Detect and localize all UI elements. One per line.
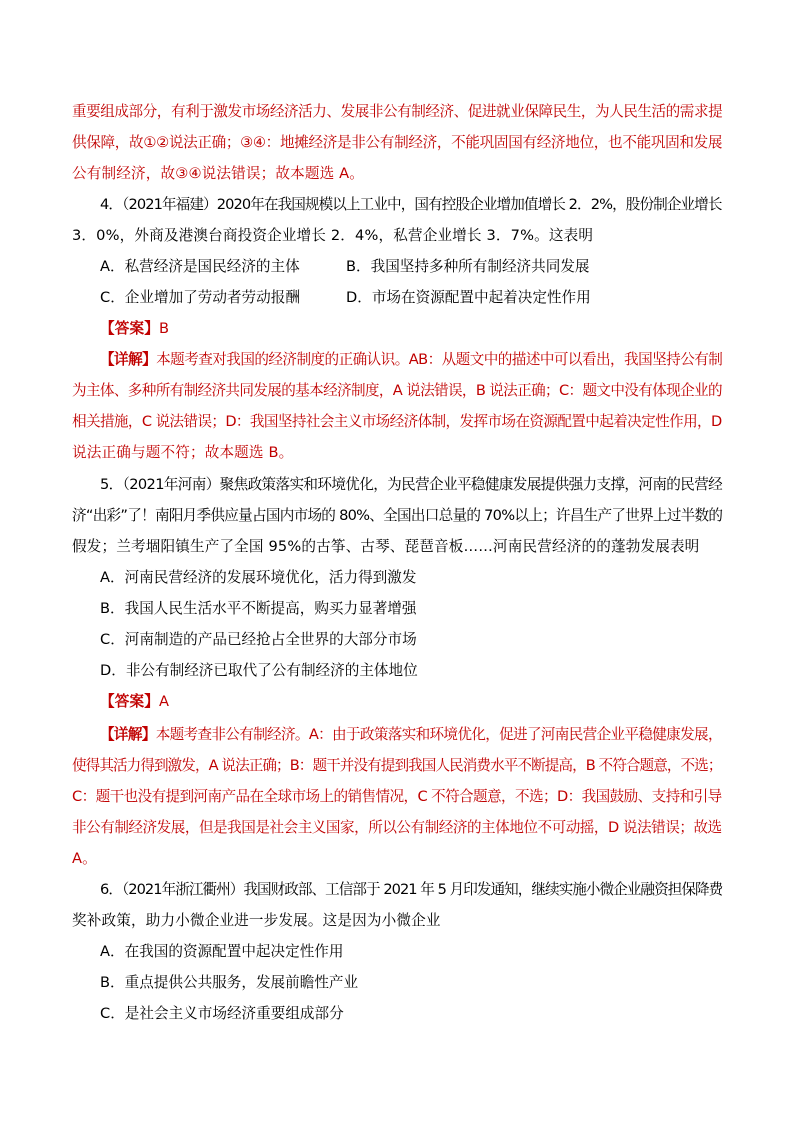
explanation-line: 公有制经济，故③④说法错误；故本题选 A。	[72, 165, 365, 182]
question-5-option-a: A．河南民营经济的发展环境优化，活力得到激发	[100, 569, 417, 586]
explanation-line: 供保障，故①②说法正确；③④：地摊经济是非公有制经济，不能巩固国有经济地位，也不能巩固和发展	[72, 134, 723, 151]
question-5-detail-cont: A。	[72, 850, 97, 867]
question-5-detail-cont: 使得其活力得到激发，A 说法正确；B：题干并没有提到我国人民消费水平不断提高，B 不符合题意，不选；	[72, 757, 722, 774]
detail-tag: 【详解】	[100, 351, 157, 368]
question-4-detail-cont: 相关措施，C 说法错误；D：我国坚持社会主义市场经济体制，发挥市场在资源配置中起着决定性作用，D	[72, 413, 722, 430]
detail-text: 本题考查非公有制经济。A：由于政策落实和环境优化，促进了河南民营企业平稳健康发展，	[155, 726, 722, 743]
question-5-detail-cont: C：题干也没有提到河南产品在全球市场上的销售情况，C 不符合题意，不选；D：我国鼓励、支持和引导	[72, 788, 722, 805]
question-5-stem-cont: 假发；兰考堌阳镇生产了全国 95%的古筝、古琴、琵琶音板……河南民营经济的的蓬勃发展表明	[72, 538, 700, 555]
question-5-stem: 5．（2021年河南）聚焦政策落实和环境优化，为民营企业平稳健康发展提供强力支撑，河南的民营经	[100, 476, 723, 493]
question-5-answer	[100, 691, 169, 713]
answer-value: A	[158, 693, 170, 710]
question-4-stem: 4．（2021年福建）2020年在我国规模以上工业中，国有控股企业增加值增长 2．2%，股份制企业增长	[100, 196, 722, 213]
question-4-detail-cont: 说法正确与题不符；故本题选 B。	[72, 444, 294, 461]
question-6-option-b: B．重点提供公共服务，发展前瞻性产业	[100, 974, 359, 991]
question-4-option-a: A．私营经济是国民经济的主体	[100, 258, 300, 275]
question-4-option-d: D．市场在资源配置中起着决定性作用	[346, 289, 591, 306]
question-4-stem-cont: 3．0%，外商及港澳台商投资企业增长 2．4%，私营企业增长 3．7%。这表明	[72, 227, 594, 244]
question-4-detail	[100, 349, 722, 371]
question-5-detail-cont: 非公有制经济发展，但是我国是社会主义国家，所以公有制经济的主体地位不可动摇，D 说法错误；故选	[72, 819, 722, 836]
question-5-stem-cont: 济“出彩”了！南阳月季供应量占国内市场的 80%、全国出口总量的 70%以上；许昌生产了世界上过半数的	[72, 507, 723, 524]
question-4-detail-cont: 为主体、多种所有制经济共同发展的基本经济制度，A 说法错误，B 说法正确；C：题文中没有体现企业的	[72, 382, 722, 399]
question-6-stem-cont: 奖补政策，助力小微企业进一步发展。这是因为小微企业	[72, 912, 441, 929]
question-6-stem: 6．（2021年浙江衢州）我国财政部、工信部于 2021 年 5 月印发通知，继续实施小微企业融资担保降费	[100, 881, 723, 898]
question-5-option-b: B．我国人民生活水平不断提高，购买力显著增强	[100, 600, 417, 617]
detail-text: 本题考查对我国的经济制度的正确认识。AB：从题文中的描述中可以看出，我国坚持公有制	[156, 351, 723, 368]
question-5-detail	[100, 724, 722, 746]
detail-tag: 【详解】	[100, 726, 156, 743]
question-5-option-d: D．非公有制经济已取代了公有制经济的主体地位	[100, 662, 418, 679]
answer-tag: 【答案】	[100, 693, 159, 710]
question-5-option-c: C．河南制造的产品已经抢占全世界的大部分市场	[100, 631, 417, 648]
answer-value: B	[158, 320, 170, 337]
question-6-option-a: A．在我国的资源配置中起决定性作用	[100, 943, 344, 960]
question-4-option-c: C．企业增加了劳动者劳动报酬	[100, 289, 300, 306]
explanation-line: 重要组成部分，有利于激发市场经济活力、发展非公有制经济、促进就业保障民生，为人民生活的需求提	[72, 103, 723, 120]
question-4-answer	[100, 318, 169, 340]
question-6-option-c: C．是社会主义市场经济重要组成部分	[100, 1005, 344, 1022]
question-4-option-b: B．我国坚持多种所有制经济共同发展	[346, 258, 590, 275]
answer-tag: 【答案】	[100, 320, 159, 337]
